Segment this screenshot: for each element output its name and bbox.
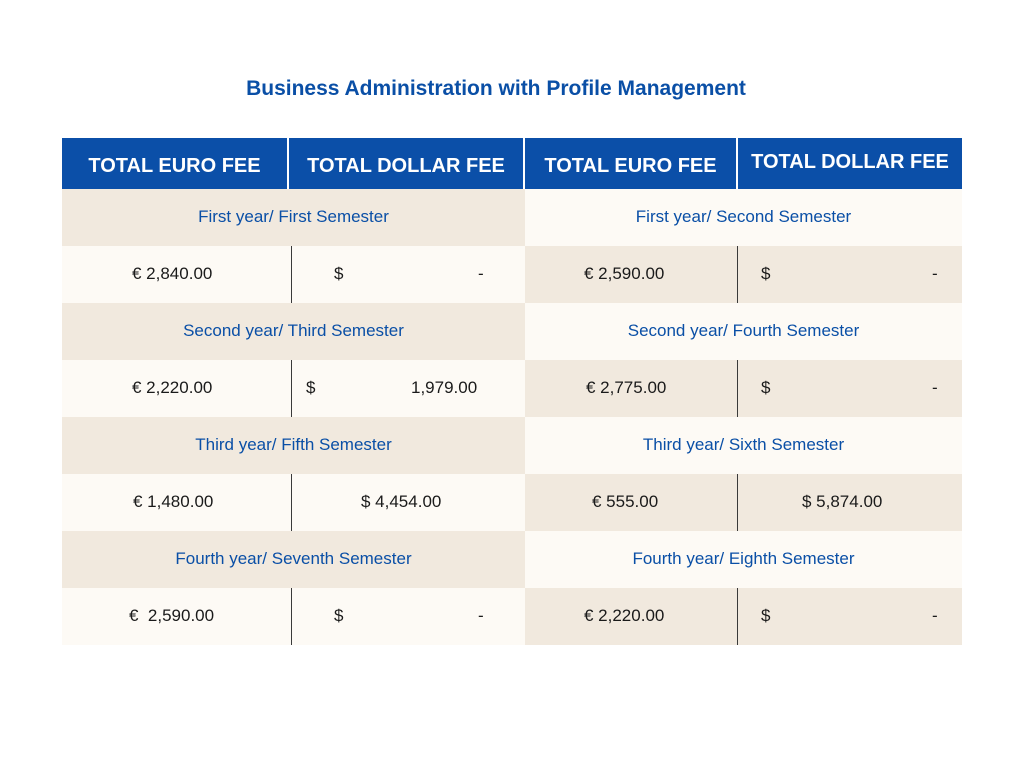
dollar-fee-cell <box>292 360 525 417</box>
euro-fee-value: € 2,775.00 <box>586 378 667 397</box>
euro-fee-cell <box>62 474 292 531</box>
dollar-fee-value: $ 4,454.00 <box>361 492 442 511</box>
fee-row <box>62 360 962 417</box>
dollar-fee-value: - <box>478 606 484 625</box>
dollar-sign: $ <box>761 606 771 625</box>
semester-label-first: First year/ First Semester <box>62 189 525 246</box>
dollar-fee-value: - <box>478 264 484 283</box>
semester-label-seventh: Fourth year/ Seventh Semester <box>62 531 525 588</box>
fee-row <box>62 246 962 303</box>
euro-fee-value: € 2,590.00 <box>129 606 215 625</box>
dollar-fee-value: 1,979.00 <box>411 378 478 397</box>
semester-row <box>62 303 962 360</box>
dollar-fee-cell <box>292 246 525 303</box>
fee-row <box>62 588 962 645</box>
dollar-sign: $ <box>334 264 344 283</box>
euro-fee-cell <box>62 246 292 303</box>
table-header-row <box>62 138 962 189</box>
header-total-euro-fee: TOTAL EURO FEE <box>62 138 289 189</box>
dollar-sign: $ <box>334 606 344 625</box>
euro-fee-cell <box>525 246 738 303</box>
euro-fee-value: € 2,220.00 <box>584 606 665 625</box>
fee-row <box>62 474 962 531</box>
header-total-dollar-fee: TOTAL DOLLAR FEE <box>289 138 525 189</box>
dollar-fee-value: - <box>932 378 938 397</box>
euro-fee-value: € 2,220.00 <box>132 378 213 397</box>
dollar-sign: $ <box>306 378 316 397</box>
dollar-fee-cell <box>738 474 962 531</box>
dollar-fee-value: - <box>932 606 938 625</box>
fee-table <box>62 138 962 645</box>
semester-label-fifth: Third year/ Fifth Semester <box>62 417 525 474</box>
dollar-fee-cell <box>738 246 962 303</box>
dollar-fee-value: $ 5,874.00 <box>802 492 883 511</box>
semester-label-eighth: Fourth year/ Eighth Semester <box>525 531 962 588</box>
dollar-fee-cell <box>292 588 525 645</box>
euro-fee-value: € 555.00 <box>592 492 659 511</box>
semester-label-third: Second year/ Third Semester <box>62 303 525 360</box>
semester-label-second: First year/ Second Semester <box>525 189 962 246</box>
euro-fee-cell <box>62 588 292 645</box>
header-total-euro-fee-2: TOTAL EURO FEE <box>525 138 738 189</box>
dollar-fee-cell <box>292 474 525 531</box>
semester-label-fourth: Second year/ Fourth Semester <box>525 303 962 360</box>
page-title: Business Administration with Profile Management <box>246 77 746 100</box>
dollar-sign: $ <box>761 378 771 397</box>
semester-row <box>62 417 962 474</box>
semester-row <box>62 189 962 246</box>
euro-fee-cell <box>525 360 738 417</box>
euro-fee-value: € 2,840.00 <box>132 264 213 283</box>
euro-fee-cell <box>525 588 738 645</box>
dollar-fee-cell <box>738 360 962 417</box>
dollar-sign: $ <box>761 264 771 283</box>
header-total-dollar-fee-2: TOTAL DOLLAR FEE <box>751 151 949 173</box>
euro-fee-value: € 1,480.00 <box>133 492 214 511</box>
semester-label-sixth: Third year/ Sixth Semester <box>525 417 962 474</box>
dollar-fee-value: - <box>932 264 938 283</box>
dollar-fee-cell <box>738 588 962 645</box>
euro-fee-cell <box>525 474 738 531</box>
euro-fee-cell <box>62 360 292 417</box>
euro-fee-value: € 2,590.00 <box>584 264 665 283</box>
semester-row <box>62 531 962 588</box>
